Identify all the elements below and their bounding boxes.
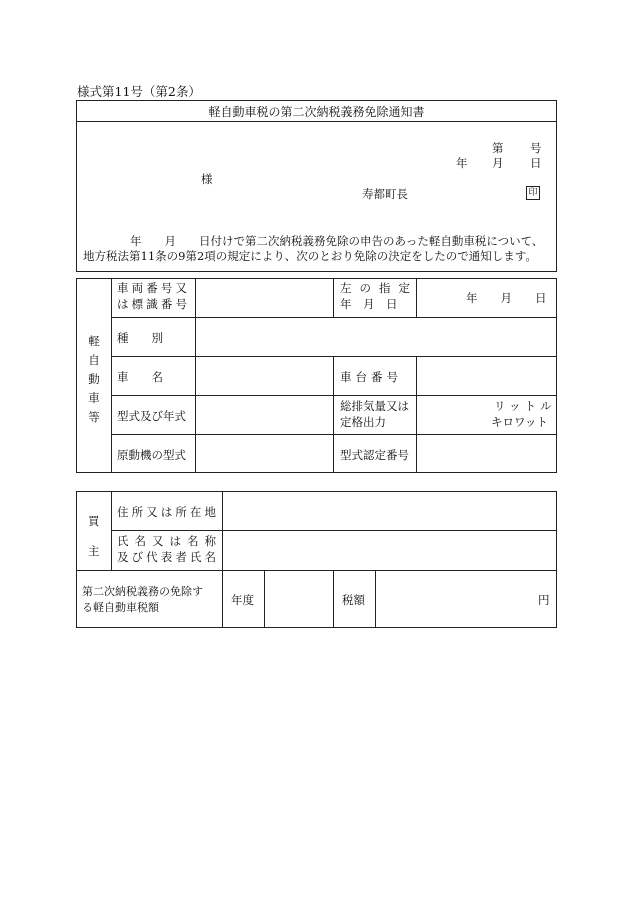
addressee-suffix: 様 xyxy=(201,172,213,186)
displacement-label-2: 定格出力 xyxy=(340,415,386,429)
vehicle-name-label: 車 名 xyxy=(117,370,163,384)
unit-liter: リットル xyxy=(494,399,556,413)
displacement-label-1: 総排気量又は xyxy=(340,399,409,413)
vehicle-group-label: 軽自動車等 xyxy=(88,334,100,424)
fiscal-year-label: 年度 xyxy=(231,593,254,607)
buyer-name-label-2: 及び代表者氏名 xyxy=(117,550,216,564)
doc-number-suffix: 号 xyxy=(530,141,542,155)
exempt-tax-label-1: 第二次納税義務の免除す xyxy=(82,585,203,598)
chassis-number-label: 車台番号 xyxy=(340,370,402,384)
plate-number-label-1: 車両番号又 xyxy=(117,281,187,295)
engine-model-label: 原動機の型式 xyxy=(117,448,186,462)
date-month: 月 xyxy=(492,156,504,170)
designated-date-label-2: 年 月 日 xyxy=(340,297,398,311)
buyer-group-label-1: 買 xyxy=(88,514,100,528)
model-year-label: 型式及び年式 xyxy=(117,409,186,423)
doc-number-label: 第 xyxy=(492,141,504,155)
vehicle-type-label: 種 別 xyxy=(117,331,163,345)
issuer-name: 寿都町長 xyxy=(362,187,408,201)
date-day: 日 xyxy=(530,156,542,170)
unit-kilowatt: キロワット xyxy=(491,415,548,429)
currency-label: 円 xyxy=(538,593,550,607)
title-divider xyxy=(76,121,557,122)
tax-amount-label: 税額 xyxy=(342,593,365,607)
form-number: 様式第11号（第2条） xyxy=(77,84,201,99)
buyer-group-label-2: 主 xyxy=(88,544,100,558)
type-cert-number-label: 型式認定番号 xyxy=(340,448,409,462)
buyer-address-label: 住所又は所在地 xyxy=(117,505,216,519)
designated-date-value: 年 月 日 xyxy=(466,291,547,305)
body-line-2: 地方税法第11条の9第2項の規定により、次のとおり免除の決定をしたので通知します。 xyxy=(83,249,537,263)
plate-number-label-2: は標識番号 xyxy=(117,297,187,311)
form-title: 軽自動車税の第二次納税義務免除通知書 xyxy=(208,105,425,119)
designated-date-label-1: 左の指定 xyxy=(340,281,410,295)
body-line-1: 年 月 日付けで第二次納税義務免除の申告のあった軽自動車税について、 xyxy=(130,234,544,248)
buyer-name-label-1: 氏名又は名称 xyxy=(117,534,216,548)
exempt-tax-label-2: る軽自動車税額 xyxy=(82,601,159,614)
seal-mark: 印 xyxy=(526,186,540,200)
date-year: 年 xyxy=(456,156,468,170)
